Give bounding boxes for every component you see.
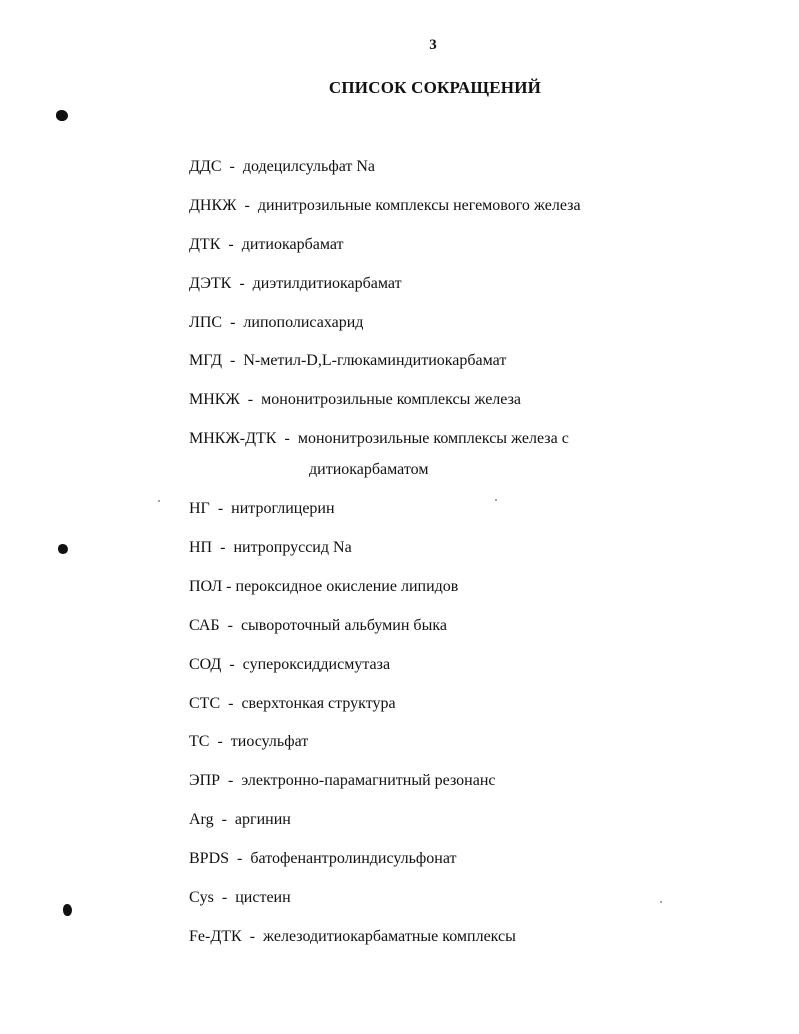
definition: электронно-парамагнитный резонанс <box>241 772 496 790</box>
definition: аргинин <box>234 811 291 829</box>
punch-hole-mark <box>56 110 68 121</box>
definition: додецилсульфат Na <box>242 158 376 175</box>
list-item: ДЭТК - диэтилдитиокарбамат <box>189 274 402 292</box>
abbreviation: ПОЛ <box>189 577 223 595</box>
abbreviation: МНКЖ-ДТК <box>189 430 277 448</box>
definition: батофенантролиндисульфонат <box>250 850 457 868</box>
abbreviation: МГД <box>189 352 222 370</box>
definition: нитроглицерин <box>231 500 335 518</box>
list-item: НП - нитропруссид Na <box>189 539 352 557</box>
punch-hole-mark <box>58 544 68 554</box>
abbreviation: СОД <box>189 655 222 673</box>
list-item: ПОЛ - пероксидное окисление липидов <box>189 577 459 595</box>
abbreviation: ЭПР <box>189 772 221 790</box>
abbreviation: Arg <box>189 811 214 829</box>
definition-continuation: дитиокарбаматом <box>309 461 429 479</box>
abbreviation: ЛПС <box>189 313 223 331</box>
definition: тиосульфат <box>230 733 309 751</box>
definition: сывороточный альбумин быка <box>240 616 447 634</box>
definition: N-метил-D,L-глюкаминдитиокарбамат <box>243 352 507 370</box>
list-item: САБ - сывороточный альбумин быка <box>189 616 447 634</box>
punch-hole-mark <box>63 904 72 916</box>
abbreviation-list <box>189 157 749 966</box>
definition: нитропруссид Na <box>233 539 352 557</box>
list-item: ТС - тиосульфат <box>189 733 309 751</box>
definition: пероксидное окисление липидов <box>235 577 459 595</box>
list-item: BPDS - батофенантролиндисульфонат <box>189 850 457 868</box>
list-item: ДДС - додецилсульфат Na <box>189 158 376 175</box>
page-number: 3 <box>429 37 437 53</box>
list-item: НГ - нитроглицерин <box>189 500 335 518</box>
definition: диэтилдитиокарбамат <box>252 274 402 292</box>
definition: мононитрозильные комплексы железа <box>261 391 522 409</box>
list-item: МГД - N-метил-D,L-глюкаминдитиокарбамат <box>189 352 507 370</box>
definition: дитиокарбамат <box>241 235 344 253</box>
abbreviation: ДДС <box>189 158 222 175</box>
abbreviation: НГ <box>189 500 210 518</box>
list-item: ДТК - дитиокарбамат <box>189 235 344 253</box>
definition: динитрозильные комплексы негемового железа <box>257 196 581 214</box>
abbreviation: ДТК <box>189 235 221 253</box>
abbreviation: Cys <box>189 889 214 907</box>
definition: сверхтонкая структура <box>241 694 396 712</box>
definition: супероксиддисмутаза <box>242 655 391 673</box>
abbreviation: ТС <box>189 733 210 751</box>
list-item: МНКЖ-ДТК - мононитрозильные комплексы железа с дитиокарбаматом <box>189 429 749 480</box>
scan-speck <box>495 499 497 501</box>
abbreviation: МНКЖ <box>189 391 240 409</box>
abbreviation: СТС <box>189 694 221 712</box>
list-item: Cys - цистеин <box>189 889 291 907</box>
list-item: Arg - аргинин <box>189 811 291 829</box>
list-item: МНКЖ - мононитрозильные комплексы железа <box>189 391 522 409</box>
abbreviation: BPDS <box>189 850 230 868</box>
list-item: ДНКЖ - динитрозильные комплексы негемового железа <box>189 196 581 214</box>
scan-speck <box>660 901 662 903</box>
abbreviation: НП <box>189 539 213 557</box>
abbreviation: ДЭТК <box>189 274 232 292</box>
page-title: СПИСОК СОКРАЩЕНИЙ <box>328 78 542 97</box>
list-item: ЭПР - электронно-парамагнитный резонанс <box>189 772 496 790</box>
abbreviation: Fe-ДТК <box>189 927 242 945</box>
list-item: ЛПС - липополисахарид <box>189 313 364 331</box>
definition: железодитиокарбаматные комплексы <box>263 927 516 945</box>
abbreviation: САБ <box>189 616 220 634</box>
abbreviation: ДНКЖ <box>189 196 237 214</box>
definition: цистеин <box>235 889 291 907</box>
scan-speck <box>158 500 160 502</box>
list-item: СОД - супероксиддисмутаза <box>189 655 391 673</box>
definition: липополисахарид <box>243 313 364 331</box>
list-item: Fe-ДТК - железодитиокарбаматные комплексы <box>189 927 516 945</box>
definition: мононитрозильные комплексы железа с <box>297 430 569 448</box>
list-item: СТС - сверхтонкая структура <box>189 694 396 712</box>
